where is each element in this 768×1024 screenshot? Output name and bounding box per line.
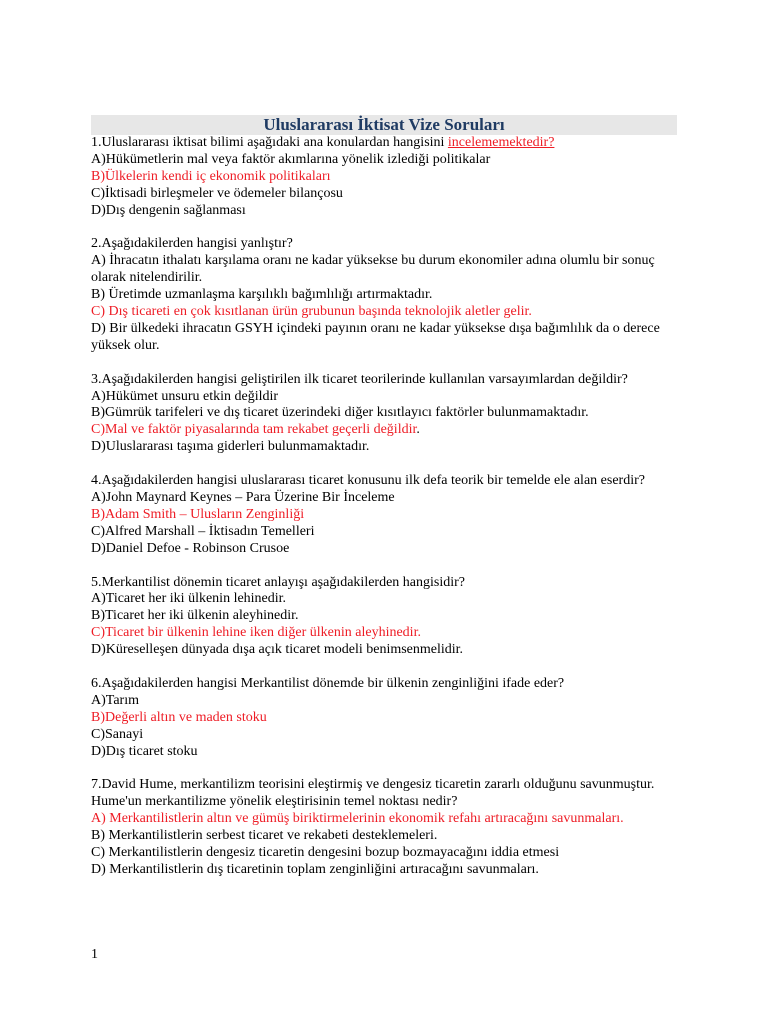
option-c: C)Alfred Marshall – İktisadın Temelleri [91,523,315,539]
option-b: B)Gümrük tarifeleri ve dış ticaret üzerindeki diğer kısıtlayıcı faktörler bulunmamaktadır. [91,405,589,421]
option-b: B) Merkantilistlerin serbest ticaret ve rekabeti desteklemeleri. [91,828,438,844]
option-b: B)Ticaret her iki ülkenin aleyhinedir. [91,608,299,624]
option-c-correct: C) Dış ticareti en çok kısıtlanan ürün grubunun başında teknolojik aletler gelir. [91,304,532,320]
question-text: 5.Merkantilist dönemin ticaret anlayışı aşağıdakilerden hangisidir? [91,574,466,590]
option-a: A)Hükümetlerin mal veya faktör akımlarına yönelik izlediği politikalar [91,151,491,167]
question-6 [91,676,681,761]
question-3 [91,372,681,457]
question-list [91,135,681,879]
option-a: A)John Maynard Keynes – Para Üzerine Bir İnceleme [91,489,395,505]
question-text: 1.Uluslararası iktisat bilimi aşağıdaki ana konulardan hangisini incelememektedir? [91,135,555,150]
option-d: D)Küreselleşen dünyada dışa açık ticaret modeli benimsenmelidir. [91,642,464,658]
option-c: C)Sanayi [91,726,144,742]
option-b-correct: B)Değerli altın ve maden stoku [91,709,267,725]
question-2 [91,236,681,354]
option-b-correct: B)Adam Smith – Ulusların Zenginliği [91,506,305,522]
option-b: B) Üretimde uzmanlaşma karşılıklı bağımlılığı artırmaktadır. [91,287,433,303]
option-d: D)Dış ticaret stoku [91,743,198,759]
option-a: A)Ticaret her iki ülkenin lehinedir. [91,591,287,607]
question-1 [91,135,681,220]
document-title: Uluslararası İktisat Vize Soruları [263,115,505,134]
question-text: 6.Aşağıdakilerden hangisi Merkantilist dönemde bir ülkenin zenginliğini ifade eder? [91,675,565,691]
option-c: C) Merkantilistlerin dengesiz ticaretin dengesini bozup bozmayacağını iddia etmesi [91,844,560,860]
option-a: A) İhracatın ithalatı karşılama oranı ne kadar yüksekse bu durum ekonomiler adına olumlu bir sonuç olarak nitelendirilir. [91,253,655,286]
title-bar [91,115,677,135]
option-d: D) Merkantilistlerin dış ticaretinin toplam zenginliğini artıracağını savunmaları. [91,861,539,877]
option-b-correct: B)Ülkelerin kendi iç ekonomik politikaları [91,168,331,184]
question-text: 3.Aşağıdakilerden hangisi geliştirilen ilk ticaret teorilerinde kullanılan varsayımlardan değildir? [91,371,628,387]
question-7 [91,777,681,878]
emphasized-word: incelememektedir? [447,135,555,150]
option-d: D) Bir ülkedeki ihracatın GSYH içindeki payının oranı ne kadar yüksekse dışa bağımlılık da o derece yüksek olur. [91,320,660,353]
option-c: C)İktisadi birleşmeler ve ödemeler bilançosu [91,185,343,201]
question-5 [91,575,681,660]
option-c-correct: C)Ticaret bir ülkenin lehine iken diğer ülkenin aleyhinedir. [91,625,421,641]
question-text: 7.David Hume, merkantilizm teorisini eleştirmiş ve dengesiz ticaretin zararlı olduğunu savunmuştur. Hume'un merkantilizme yönelik eleştirisinin temel noktası nedir? [91,777,655,810]
option-a: A)Tarım [91,692,140,708]
option-d: D)Uluslararası taşıma giderleri bulunmamaktadır. [91,439,370,455]
option-c-correct: C)Mal ve faktör piyasalarında tam rekabet geçerli değildir. [91,422,420,438]
option-d: D)Dış dengenin sağlanması [91,202,246,218]
page-number: 1 [91,947,98,962]
question-4 [91,473,681,558]
question-text: 2.Aşağıdakilerden hangisi yanlıştır? [91,236,293,252]
option-d: D)Daniel Defoe - Robinson Crusoe [91,540,290,556]
question-text: 4.Aşağıdakilerden hangisi uluslararası ticaret konusunu ilk defa teorik bir temelde ele alan eserdir? [91,473,645,489]
option-a: A)Hükümet unsuru etkin değildir [91,388,279,404]
option-a-correct: A) Merkantilistlerin altın ve gümüş biriktirmelerinin ekonomik refahı artıracağını savunmaları. [91,811,624,827]
